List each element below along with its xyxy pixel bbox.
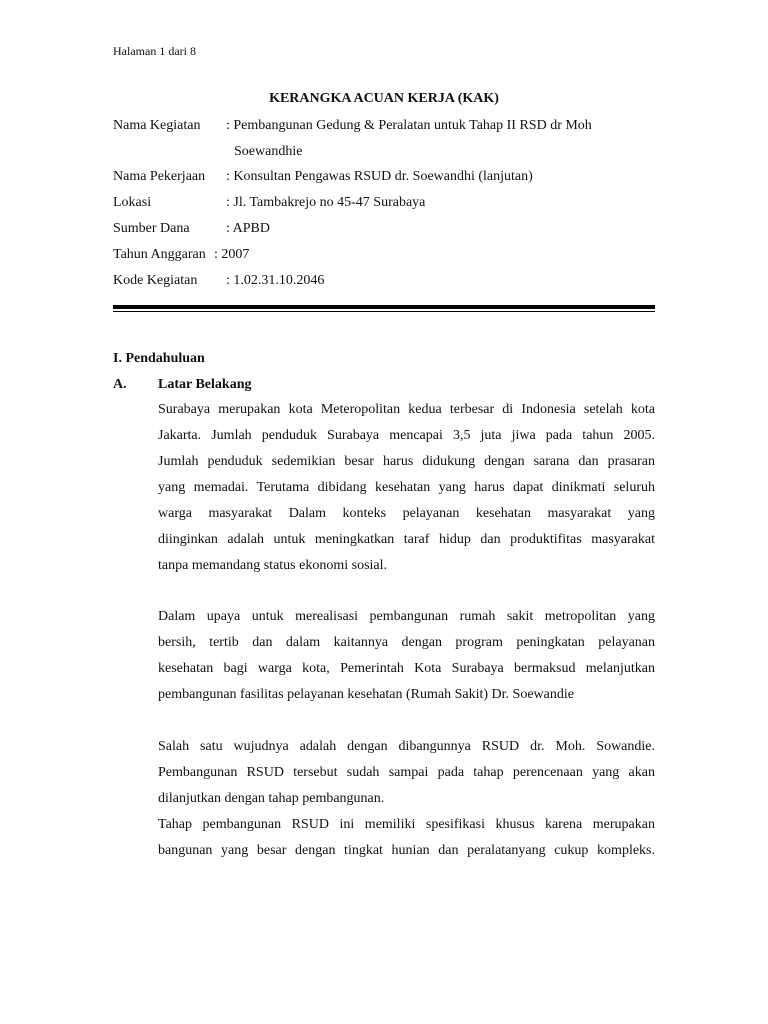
text-line: pembangunan fasilitas pelayanan kesehatan (Rumah Sakit) Dr. Soewandie	[158, 687, 574, 702]
text-line: diinginkan adalah untuk meningkatkan taraf hidup dan produktifitas masyarakat	[158, 532, 655, 547]
info-value: : APBD	[226, 221, 270, 236]
text-line: Surabaya merupakan kota Meteropolitan kedua terbesar di Indonesia setelah kota	[158, 402, 655, 417]
text-line: Jumlah penduduk sedemikian besar harus didukung dengan sarana dan prasaran	[158, 454, 655, 469]
text-line: Dalam upaya untuk merealisasi pembangunan rumah sakit metropolitan yang	[158, 609, 655, 624]
paragraph-1	[158, 397, 655, 579]
info-label: Lokasi	[113, 195, 152, 210]
subsection-title: Latar Belakang	[158, 377, 252, 392]
info-label: Nama Kegiatan	[113, 118, 201, 133]
info-value: : 2007	[214, 247, 250, 262]
text-line: dilanjutkan dengan tahap pembangunan.	[158, 791, 385, 806]
subsection-letter: A.	[113, 377, 127, 392]
text-line: Jakarta. Jumlah penduduk Surabaya mencapai 3,5 juta jiwa pada tahun 2005.	[158, 428, 655, 443]
text-line: warga masyarakat Dalam konteks pelayanan kesehatan masyarakat yang	[158, 506, 655, 521]
info-value: : Jl. Tambakrejo no 45-47 Surabaya	[226, 195, 426, 210]
paragraph-3	[158, 734, 655, 864]
text-line: Tahap pembangunan RSUD ini memiliki spesifikasi khusus karena merupakan	[158, 817, 655, 832]
info-value: : 1.02.31.10.2046	[226, 273, 325, 288]
info-label: Sumber Dana	[113, 221, 190, 236]
divider-thick	[113, 305, 655, 309]
text-line: kesehatan bagi warga kota, Pemerintah Kota Surabaya bermaksud melanjutkan	[158, 661, 655, 676]
text-line: Pembangunan RSUD tersebut sudah sampai pada tahap perencenaan yang akan	[158, 765, 655, 780]
info-value-continuation: Soewandhie	[234, 144, 303, 159]
document-title: KERANGKA ACUAN KERJA (KAK)	[269, 91, 499, 106]
info-label: Kode Kegiatan	[113, 273, 198, 288]
text-line: Salah satu wujudnya adalah dengan dibangunnya RSUD dr. Moh. Sowandie.	[158, 739, 655, 754]
info-label: Tahun Anggaran	[113, 247, 206, 262]
info-label: Nama Pekerjaan	[113, 169, 206, 184]
text-line: yang memadai. Terutama dibidang kesehatan yang harus dapat dinikmati seluruh	[158, 480, 655, 495]
info-value: : Konsultan Pengawas RSUD dr. Soewandhi (lanjutan)	[226, 169, 533, 184]
divider-thin	[113, 311, 655, 312]
text-line: bangunan yang besar dengan tingkat hunian dan peralatanyang cukup kompleks.	[158, 843, 655, 858]
paragraph-2	[158, 604, 655, 708]
info-value: : Pembangunan Gedung & Peralatan untuk Tahap II RSD dr Moh	[226, 118, 592, 133]
text-line: tanpa memandang status ekonomi sosial.	[158, 558, 388, 573]
page-number: Halaman 1 dari 8	[113, 44, 196, 58]
text-line: bersih, tertib dan dalam kaitannya dengan program peningkatan pelayanan	[158, 635, 655, 650]
section-heading: I. Pendahuluan	[113, 351, 205, 366]
